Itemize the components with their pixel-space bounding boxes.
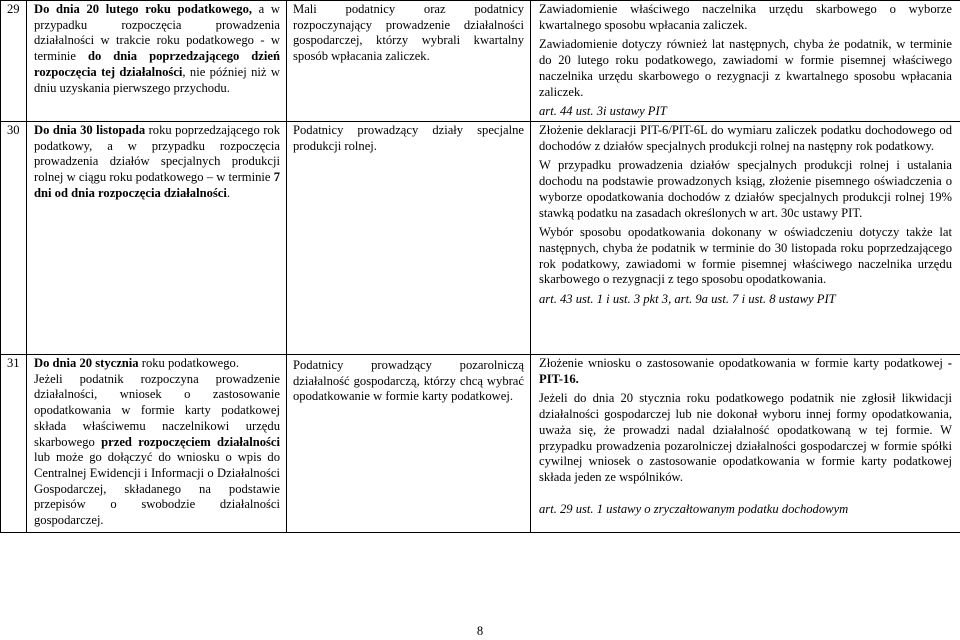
obligation-cell bbox=[531, 355, 960, 533]
deadline-cell bbox=[27, 1, 287, 122]
obligation-cell bbox=[531, 122, 960, 355]
legal-reference: art. 29 ust. 1 ustawy o zryczałtowanym podatku dochodowym bbox=[539, 501, 849, 516]
deadline-text: Do dnia 20 lutego roku podatkowego, a w przypadku rozpoczęcia prowadzenia działalności w trakcie roku podatkowego - w terminie do dnia poprzedzającego dzień rozpoczęcia tej działalności, nie później niż w dniu uzyskania pierwszego przychodu. bbox=[34, 2, 281, 95]
deadline-text: Do dnia 30 listopada roku poprzedzającego rok podatkowy, a w przypadku rozpoczęcia prowadzenia działów specjalnych produkcji rolnej w ciągu roku podatkowego – w terminie 7 dni od dnia rozpoczęcia działalności. bbox=[34, 123, 280, 200]
legal-reference: art. 44 ust. 3i ustawy PIT bbox=[539, 104, 667, 119]
taxpayers-cell bbox=[287, 1, 531, 122]
obligation-note-2: Wybór sposobu opodatkowania dokonany w oświadczeniu dotyczy także lat następnych, chyba że podatnik w terminie do 30 listopada roku poprzedzającego rok podatkowy, zawiadomi w formie pisemnej właściwego naczelnika urzędu skarbowego o rezygnacji z tego sposobu opodatkowania. bbox=[539, 225, 952, 287]
obligation-text: Złożenie wniosku o zastosowanie opodatkowania w formie karty podatkowej - PIT-16. bbox=[539, 356, 952, 386]
obligation-cell bbox=[531, 1, 960, 122]
taxpayers-text: Mali podatnicy oraz podatnicy rozpoczynający prowadzenie działalności gospodarczej, którzy wybrali kwartalny sposób wpłacania zaliczek. bbox=[293, 2, 524, 64]
deadline-bold: Do dnia 20 lutego roku podatkowego, bbox=[34, 2, 253, 16]
deadline-cell bbox=[27, 355, 287, 533]
obligation-note: Jeżeli do dnia 20 stycznia roku podatkowego podatnik nie zgłosił likwidacji działalności gospodarczej lub nie dokonał wyboru innej formy opodatkowania, uważa się, że prowadzi nadal działalność opodatkowaną w tej formie. W przypadku prowadzenia pozarolniczej działalności gospodarczej w formie spółki cywilnej wniosek o zastosowanie opodatkowania w formie karty podatkowej składa jeden ze wspólników. bbox=[539, 391, 952, 484]
taxpayers-text: Podatnicy prowadzący pozarolniczą działalność gospodarczą, którzy chcą wybrać opodatkowanie w formie karty podatkowej. bbox=[293, 358, 524, 404]
deadline-cell bbox=[27, 122, 287, 355]
obligation-text: Złożenie deklaracji PIT-6/PIT-6L do wymiaru zaliczek podatku dochodowego od dochodów z działów specjalnych produkcji rolnej na następny rok podatkowy. bbox=[539, 123, 952, 153]
table-row-29 bbox=[1, 1, 960, 122]
row-number: 30 bbox=[1, 122, 27, 355]
deadline-text: Do dnia 20 stycznia roku podatkowego. bbox=[34, 356, 239, 370]
table-row-31 bbox=[1, 355, 960, 533]
page-number: 8 bbox=[476, 624, 484, 638]
row-number: 29 bbox=[1, 1, 27, 122]
table-row-30 bbox=[1, 122, 960, 355]
obligation-note: Zawiadomienie dotyczy również lat następnych, chyba że podatnik, w terminie do 20 lutego roku podatkowego, zawiadomi w formie pisemnej właściwego naczelnika urzędu skarbowego o rezygnacji z kwartalnego sposobu wpłacania zaliczek. bbox=[539, 37, 952, 99]
taxpayers-cell bbox=[287, 355, 531, 533]
taxpayers-text: Podatnicy prowadzący działy specjalne produkcji rolnej. bbox=[293, 123, 524, 153]
row-number: 31 bbox=[1, 355, 27, 533]
deadline-bold: Do dnia 20 stycznia bbox=[34, 356, 139, 370]
obligation-note: W przypadku prowadzenia działów specjalnych produkcji rolnej i ustalania dochodu na podstawie prowadzonych ksiąg, złożenie pisemnego oświadczenia o wyborze opodatkowania dochodów z działów specjalnych produkcji rolnej 19% stawką podatku na zasadach określonych w art. 30c ustawy PIT. bbox=[539, 158, 952, 220]
deadline-note: Jeżeli podatnik rozpoczyna prowadzenie działalności, wniosek o zastosowanie opodatkowania w formie karty podatkowej składa właściwemu naczelnikowi urzędu skarbowego przed rozpoczęciem działalności lub może go dołączyć do wniosku o wpis do Centralnej Ewidencji i Informacji o Działalności Gospodarczej, składanego na podstawie przepisów o swobodzie działalności gospodarczej. bbox=[34, 371, 280, 528]
deadline-bold: Do dnia 30 listopada bbox=[34, 123, 146, 137]
legal-reference: art. 43 ust. 1 i ust. 3 pkt 3, art. 9a ust. 7 i ust. 8 ustawy PIT bbox=[539, 292, 836, 307]
taxpayers-cell bbox=[287, 122, 531, 355]
obligation-text: Zawiadomienie właściwego naczelnika urzędu skarbowego o wyborze kwartalnego sposobu wpłacania zaliczek. bbox=[539, 2, 952, 32]
